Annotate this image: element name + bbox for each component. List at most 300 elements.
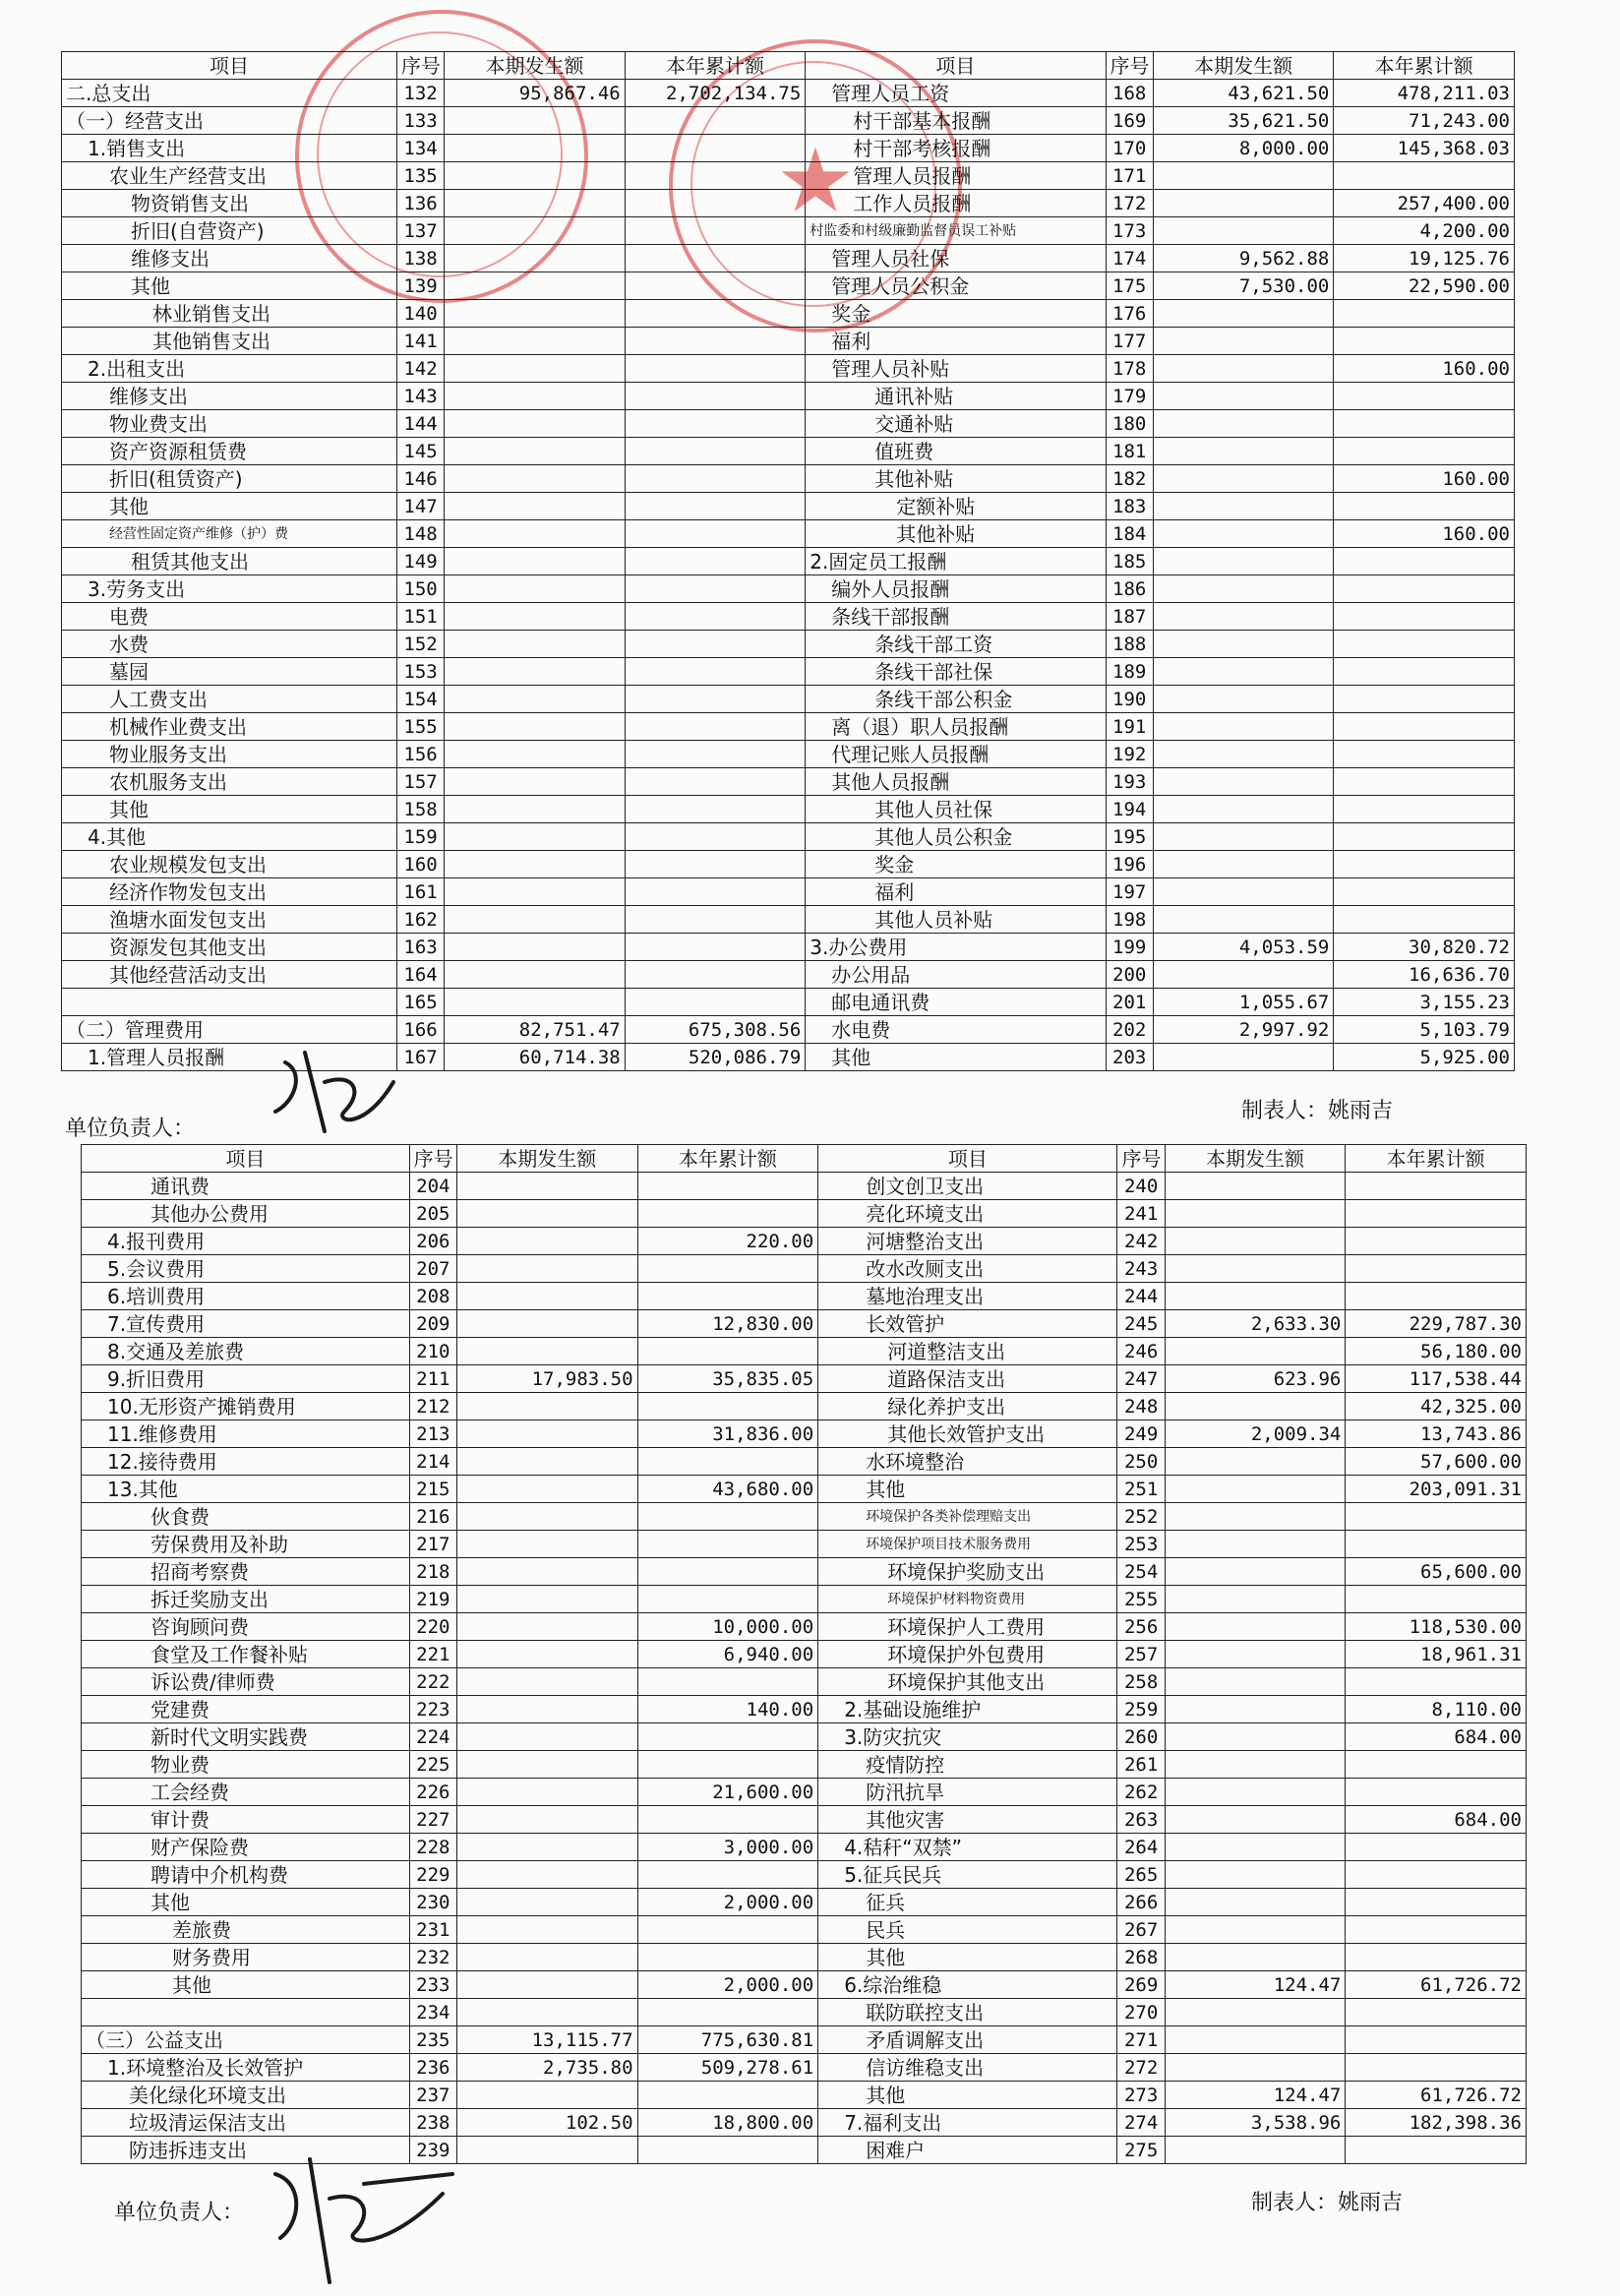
ytd-amount-cell xyxy=(1346,1255,1527,1283)
period-amount-cell xyxy=(445,245,626,272)
ytd-amount-cell xyxy=(1334,713,1515,741)
seq-cell: 228 xyxy=(409,1834,456,1861)
table-row xyxy=(82,2137,1527,2164)
seq-cell: 135 xyxy=(396,162,444,190)
item-name-cell: 其他经营活动支出 xyxy=(62,961,397,989)
seq-cell: 219 xyxy=(409,1586,456,1613)
table-row xyxy=(62,1016,1515,1044)
ytd-amount-cell: 71,243.00 xyxy=(1334,107,1515,135)
table-row xyxy=(82,2026,1527,2054)
item-name-cell: （三）公益支出 xyxy=(82,2026,410,2054)
table-row xyxy=(82,1834,1527,1861)
ytd-amount-cell xyxy=(625,162,806,190)
table-row xyxy=(82,1916,1527,1944)
table-row xyxy=(62,631,1515,658)
item-name-cell: 劳保费用及补助 xyxy=(82,1531,410,1558)
table-row xyxy=(82,1476,1527,1503)
item-name-cell: 资产资源租赁费 xyxy=(62,438,397,465)
item-name-cell: 5.会议费用 xyxy=(82,1255,410,1283)
period-amount-cell xyxy=(445,603,626,631)
table-row xyxy=(62,162,1515,190)
item-name-cell: 水环境整治 xyxy=(818,1448,1117,1476)
ytd-amount-cell xyxy=(1346,1916,1527,1944)
table-row xyxy=(62,1044,1515,1071)
table-row xyxy=(82,1613,1527,1641)
table-row xyxy=(62,190,1515,217)
ytd-amount-cell: 220.00 xyxy=(637,1228,818,1255)
seq-cell: 215 xyxy=(409,1476,456,1503)
item-name-cell: 管理人员工资 xyxy=(806,80,1106,107)
ytd-amount-cell xyxy=(1334,493,1515,520)
table-row xyxy=(82,2054,1527,2082)
item-name-cell: 美化绿化环境支出 xyxy=(82,2082,410,2109)
seq-cell: 200 xyxy=(1106,961,1153,989)
item-name-cell: （二）管理费用 xyxy=(62,1016,397,1044)
seq-cell: 209 xyxy=(409,1310,456,1338)
table-row xyxy=(62,520,1515,548)
period-amount-cell xyxy=(456,1338,637,1365)
seq-cell: 153 xyxy=(396,658,444,686)
table-row xyxy=(62,465,1515,493)
table-row xyxy=(82,1723,1527,1751)
period-amount-cell xyxy=(445,355,626,383)
table-row xyxy=(62,135,1515,162)
ytd-amount-cell: 13,743.86 xyxy=(1346,1420,1527,1448)
item-name-cell: 其他灾害 xyxy=(818,1806,1117,1834)
period-amount-cell xyxy=(456,1779,637,1806)
period-amount-cell xyxy=(1153,217,1334,245)
period-amount-cell xyxy=(1165,1558,1346,1586)
ytd-amount-cell xyxy=(637,1668,818,1696)
seq-cell: 142 xyxy=(396,355,444,383)
seq-cell: 238 xyxy=(409,2109,456,2137)
ytd-amount-cell xyxy=(625,603,806,631)
item-name-cell: 其他人员公积金 xyxy=(806,823,1106,851)
period-amount-cell xyxy=(445,713,626,741)
seq-cell: 163 xyxy=(396,934,444,961)
seq-cell: 193 xyxy=(1106,768,1153,796)
ytd-amount-cell: 35,835.05 xyxy=(637,1365,818,1393)
period-amount-cell xyxy=(456,1255,637,1283)
column-header: 项目 xyxy=(806,52,1106,80)
item-name-cell: 环境保护外包费用 xyxy=(818,1641,1117,1668)
ytd-amount-cell xyxy=(637,1751,818,1779)
table-row xyxy=(82,1806,1527,1834)
ytd-amount-cell xyxy=(637,1944,818,1971)
ytd-amount-cell xyxy=(1334,686,1515,713)
ytd-amount-cell: 203,091.31 xyxy=(1346,1476,1527,1503)
item-name-cell: 差旅费 xyxy=(82,1916,410,1944)
seq-cell: 156 xyxy=(396,741,444,768)
item-name-cell: 2.出租支出 xyxy=(62,355,397,383)
item-name-cell: 其他补贴 xyxy=(806,520,1106,548)
table-row xyxy=(82,1751,1527,1779)
period-amount-cell xyxy=(456,1476,637,1503)
table-row xyxy=(82,1365,1527,1393)
seq-cell: 162 xyxy=(396,906,444,934)
item-name-cell: 财产保险费 xyxy=(82,1834,410,1861)
ytd-amount-cell: 56,180.00 xyxy=(1346,1338,1527,1365)
period-amount-cell xyxy=(456,1503,637,1531)
item-name-cell: 环境保护项目技术服务费用 xyxy=(818,1531,1117,1558)
table-row xyxy=(62,906,1515,934)
item-name-cell: 条线干部社保 xyxy=(806,658,1106,686)
period-amount-cell xyxy=(456,1448,637,1476)
period-amount-cell xyxy=(1165,1723,1346,1751)
period-amount-cell: 17,983.50 xyxy=(456,1365,637,1393)
period-amount-cell xyxy=(1153,162,1334,190)
table-row xyxy=(62,300,1515,328)
seq-cell: 176 xyxy=(1106,300,1153,328)
period-amount-cell xyxy=(445,520,626,548)
period-amount-cell xyxy=(445,658,626,686)
seq-cell: 251 xyxy=(1117,1476,1165,1503)
period-amount-cell xyxy=(456,1393,637,1420)
ytd-amount-cell: 4,200.00 xyxy=(1334,217,1515,245)
seq-cell: 232 xyxy=(409,1944,456,1971)
item-name-cell: 聘请中介机构费 xyxy=(82,1861,410,1889)
seq-cell: 252 xyxy=(1117,1503,1165,1531)
seq-cell: 152 xyxy=(396,631,444,658)
ytd-amount-cell: 229,787.30 xyxy=(1346,1310,1527,1338)
item-name-cell: 其他 xyxy=(818,1944,1117,1971)
period-amount-cell xyxy=(1165,1944,1346,1971)
ytd-amount-cell xyxy=(637,1255,818,1283)
item-name-cell: 资源发包其他支出 xyxy=(62,934,397,961)
item-name-cell: 7.福利支出 xyxy=(818,2109,1117,2137)
period-amount-cell xyxy=(1165,1448,1346,1476)
ytd-amount-cell: 22,590.00 xyxy=(1334,272,1515,300)
seq-cell: 171 xyxy=(1106,162,1153,190)
item-name-cell: （一）经营支出 xyxy=(62,107,397,135)
ytd-amount-cell xyxy=(625,383,806,410)
ytd-amount-cell: 117,538.44 xyxy=(1346,1365,1527,1393)
ytd-amount-cell: 3,155.23 xyxy=(1334,989,1515,1016)
ytd-amount-cell xyxy=(625,823,806,851)
period-amount-cell xyxy=(445,107,626,135)
seq-cell: 165 xyxy=(396,989,444,1016)
period-amount-cell: 7,530.00 xyxy=(1153,272,1334,300)
item-name-cell: 通讯补贴 xyxy=(806,383,1106,410)
item-name-cell: 物业服务支出 xyxy=(62,741,397,768)
ytd-amount-cell xyxy=(625,548,806,575)
column-header: 本期发生额 xyxy=(445,52,626,80)
item-name-cell: 环境保护其他支出 xyxy=(818,1668,1117,1696)
seq-cell: 134 xyxy=(396,135,444,162)
seq-cell: 189 xyxy=(1106,658,1153,686)
item-name-cell: 环境保护人工费用 xyxy=(818,1613,1117,1641)
column-header: 项目 xyxy=(62,52,397,80)
period-amount-cell xyxy=(1165,1173,1346,1200)
column-header: 序号 xyxy=(409,1145,456,1173)
ytd-amount-cell: 61,726.72 xyxy=(1346,1971,1527,1999)
period-amount-cell xyxy=(1165,1613,1346,1641)
seq-cell: 195 xyxy=(1106,823,1153,851)
period-amount-cell xyxy=(456,1586,637,1613)
period-amount-cell xyxy=(456,1861,637,1889)
item-name-cell: 编外人员报酬 xyxy=(806,575,1106,603)
seq-cell: 159 xyxy=(396,823,444,851)
table-row xyxy=(82,1310,1527,1338)
seq-cell: 146 xyxy=(396,465,444,493)
seq-cell: 239 xyxy=(409,2137,456,2164)
period-amount-cell xyxy=(445,272,626,300)
ytd-amount-cell xyxy=(1334,575,1515,603)
ytd-amount-cell xyxy=(1334,383,1515,410)
period-amount-cell xyxy=(456,1613,637,1641)
item-name-cell: 工作人员报酬 xyxy=(806,190,1106,217)
period-amount-cell xyxy=(456,1696,637,1723)
period-amount-cell: 60,714.38 xyxy=(445,1044,626,1071)
item-name-cell: 农业规模发包支出 xyxy=(62,851,397,878)
table-row xyxy=(82,1393,1527,1420)
item-name-cell: 7.宣传费用 xyxy=(82,1310,410,1338)
seq-cell: 173 xyxy=(1106,217,1153,245)
seq-cell: 230 xyxy=(409,1889,456,1916)
period-amount-cell xyxy=(1165,1696,1346,1723)
period-amount-cell xyxy=(1153,493,1334,520)
ytd-amount-cell xyxy=(637,1531,818,1558)
table-row xyxy=(82,1420,1527,1448)
seq-cell: 212 xyxy=(409,1393,456,1420)
item-name-cell: 环境保护材料物资费用 xyxy=(818,1586,1117,1613)
seq-cell: 226 xyxy=(409,1779,456,1806)
item-name-cell: 11.维修费用 xyxy=(82,1420,410,1448)
seq-cell: 183 xyxy=(1106,493,1153,520)
item-name-cell: 其他 xyxy=(818,1476,1117,1503)
seq-cell: 194 xyxy=(1106,796,1153,823)
ytd-amount-cell: 684.00 xyxy=(1346,1806,1527,1834)
ytd-amount-cell xyxy=(625,465,806,493)
seq-cell: 264 xyxy=(1117,1834,1165,1861)
item-name-cell: 管理人员补贴 xyxy=(806,355,1106,383)
ytd-amount-cell: 5,103.79 xyxy=(1334,1016,1515,1044)
item-name-cell: 定额补贴 xyxy=(806,493,1106,520)
seq-cell: 155 xyxy=(396,713,444,741)
seq-cell: 220 xyxy=(409,1613,456,1641)
item-name-cell: 联防联控支出 xyxy=(818,1999,1117,2026)
ytd-amount-cell: 43,680.00 xyxy=(637,1476,818,1503)
period-amount-cell xyxy=(456,1668,637,1696)
item-name-cell: 通讯费 xyxy=(82,1173,410,1200)
seq-cell: 154 xyxy=(396,686,444,713)
period-amount-cell xyxy=(456,1889,637,1916)
item-name-cell: 工会经费 xyxy=(82,1779,410,1806)
ytd-amount-cell xyxy=(625,878,806,906)
item-name-cell: 2.固定员工报酬 xyxy=(806,548,1106,575)
table-row xyxy=(62,823,1515,851)
ytd-amount-cell: 675,308.56 xyxy=(625,1016,806,1044)
seq-cell: 231 xyxy=(409,1916,456,1944)
period-amount-cell xyxy=(445,575,626,603)
table-row xyxy=(62,80,1515,107)
table-row xyxy=(82,1448,1527,1476)
item-name-cell: 维修支出 xyxy=(62,383,397,410)
preparer-name: 姚雨吉 xyxy=(1338,2191,1404,2215)
item-name-cell: 环境保护各类补偿理赔支出 xyxy=(818,1503,1117,1531)
seq-cell: 258 xyxy=(1117,1668,1165,1696)
item-name-cell: 办公用品 xyxy=(806,961,1106,989)
table-row xyxy=(62,603,1515,631)
item-name-cell: 租赁其他支出 xyxy=(62,548,397,575)
column-header: 项目 xyxy=(82,1145,410,1173)
item-name-cell: 条线干部工资 xyxy=(806,631,1106,658)
seq-cell: 170 xyxy=(1106,135,1153,162)
table-row xyxy=(62,768,1515,796)
seq-cell: 249 xyxy=(1117,1420,1165,1448)
ytd-amount-cell: 520,086.79 xyxy=(625,1044,806,1071)
ytd-amount-cell: 2,000.00 xyxy=(637,1971,818,1999)
item-name-cell: 创文创卫支出 xyxy=(818,1173,1117,1200)
column-header: 项目 xyxy=(818,1145,1117,1173)
ytd-amount-cell xyxy=(637,2082,818,2109)
item-name-cell: 食堂及工作餐补贴 xyxy=(82,1641,410,1668)
ytd-amount-cell: 2,702,134.75 xyxy=(625,80,806,107)
ytd-amount-cell: 3,000.00 xyxy=(637,1834,818,1861)
ytd-amount-cell xyxy=(1334,603,1515,631)
item-name-cell: 交通补贴 xyxy=(806,410,1106,438)
period-amount-cell xyxy=(1165,1751,1346,1779)
seq-cell: 205 xyxy=(409,1200,456,1228)
item-name-cell: 奖金 xyxy=(806,851,1106,878)
item-name-cell: 水电费 xyxy=(806,1016,1106,1044)
ytd-amount-cell xyxy=(625,328,806,355)
period-amount-cell xyxy=(1153,465,1334,493)
ytd-amount-cell xyxy=(1346,2137,1527,2164)
item-name-cell: 10.无形资产摊销费用 xyxy=(82,1393,410,1420)
ytd-amount-cell xyxy=(625,493,806,520)
period-amount-cell xyxy=(445,796,626,823)
unit-head-label-2: 单位负责人： xyxy=(114,2201,245,2225)
seq-cell: 235 xyxy=(409,2026,456,2054)
ytd-amount-cell xyxy=(625,575,806,603)
item-name-cell: 邮电通讯费 xyxy=(806,989,1106,1016)
ytd-amount-cell xyxy=(637,1503,818,1531)
ytd-amount-cell xyxy=(1334,878,1515,906)
item-name-cell: 条线干部报酬 xyxy=(806,603,1106,631)
period-amount-cell xyxy=(445,217,626,245)
item-name-cell: 其他人员补贴 xyxy=(806,906,1106,934)
ytd-amount-cell xyxy=(1346,1283,1527,1310)
seq-cell: 262 xyxy=(1117,1779,1165,1806)
ytd-amount-cell: 19,125.76 xyxy=(1334,245,1515,272)
ytd-amount-cell xyxy=(1334,438,1515,465)
seq-cell: 143 xyxy=(396,383,444,410)
ytd-amount-cell: 18,800.00 xyxy=(637,2109,818,2137)
item-name-cell: 13.其他 xyxy=(82,1476,410,1503)
seq-cell: 267 xyxy=(1117,1916,1165,1944)
item-name-cell: 其他 xyxy=(82,1971,410,1999)
seq-cell: 179 xyxy=(1106,383,1153,410)
seq-cell: 229 xyxy=(409,1861,456,1889)
ytd-amount-cell xyxy=(1346,1200,1527,1228)
seq-cell: 237 xyxy=(409,2082,456,2109)
ytd-amount-cell xyxy=(625,272,806,300)
item-name-cell: 6.综治维稳 xyxy=(818,1971,1117,1999)
seq-cell: 243 xyxy=(1117,1255,1165,1283)
period-amount-cell xyxy=(456,2137,637,2164)
period-amount-cell: 2,009.34 xyxy=(1165,1420,1346,1448)
ytd-amount-cell xyxy=(625,300,806,328)
seq-cell: 255 xyxy=(1117,1586,1165,1613)
item-name-cell: 垃圾清运保洁支出 xyxy=(82,2109,410,2137)
period-amount-cell xyxy=(1153,741,1334,768)
item-name-cell: 绿化养护支出 xyxy=(818,1393,1117,1420)
preparer-label-2 xyxy=(1251,2186,1403,2216)
period-amount-cell: 102.50 xyxy=(456,2109,637,2137)
item-name-cell: 亮化环境支出 xyxy=(818,1200,1117,1228)
period-amount-cell: 35,621.50 xyxy=(1153,107,1334,135)
item-name-cell: 其他 xyxy=(62,493,397,520)
item-name-cell: 防汛抗旱 xyxy=(818,1779,1117,1806)
period-amount-cell xyxy=(456,1834,637,1861)
seq-cell: 136 xyxy=(396,190,444,217)
ytd-amount-cell: 509,278.61 xyxy=(637,2054,818,2082)
ytd-amount-cell xyxy=(625,631,806,658)
item-name-cell: 新时代文明实践费 xyxy=(82,1723,410,1751)
seq-cell: 167 xyxy=(396,1044,444,1071)
ytd-amount-cell xyxy=(1334,741,1515,768)
item-name-cell: 奖金 xyxy=(806,300,1106,328)
preparer-label-text: 制表人： xyxy=(1251,2191,1339,2215)
period-amount-cell xyxy=(1153,300,1334,328)
item-name-cell: 12.接待费用 xyxy=(82,1448,410,1476)
seq-cell: 269 xyxy=(1117,1971,1165,1999)
item-name-cell: 拆迁奖励支出 xyxy=(82,1586,410,1613)
item-name-cell: 矛盾调解支出 xyxy=(818,2026,1117,2054)
item-name-cell: 其他人员报酬 xyxy=(806,768,1106,796)
item-name-cell: 5.征兵民兵 xyxy=(818,1861,1117,1889)
item-name-cell xyxy=(62,989,397,1016)
unit-head-label: 单位负责人： xyxy=(65,1117,196,1141)
period-amount-cell xyxy=(1165,2137,1346,2164)
ytd-amount-cell xyxy=(637,1916,818,1944)
ytd-amount-cell xyxy=(637,1586,818,1613)
seq-cell: 240 xyxy=(1117,1173,1165,1200)
seq-cell: 185 xyxy=(1106,548,1153,575)
seq-cell: 158 xyxy=(396,796,444,823)
seq-cell: 199 xyxy=(1106,934,1153,961)
seq-cell: 257 xyxy=(1117,1641,1165,1668)
seq-cell: 169 xyxy=(1106,107,1153,135)
table-row xyxy=(82,1503,1527,1531)
item-name-cell: 村监委和村级廉勤监督员误工补贴 xyxy=(806,217,1106,245)
item-name-cell: 其他销售支出 xyxy=(62,328,397,355)
period-amount-cell: 124.47 xyxy=(1165,2082,1346,2109)
seq-cell: 191 xyxy=(1106,713,1153,741)
ytd-amount-cell xyxy=(625,961,806,989)
table-row xyxy=(62,355,1515,383)
period-amount-cell xyxy=(1165,1861,1346,1889)
period-amount-cell xyxy=(445,162,626,190)
item-name-cell: 审计费 xyxy=(82,1806,410,1834)
period-amount-cell xyxy=(1165,2026,1346,2054)
period-amount-cell xyxy=(1165,1806,1346,1834)
seq-cell: 272 xyxy=(1117,2054,1165,2082)
period-amount-cell xyxy=(1153,796,1334,823)
ytd-amount-cell xyxy=(625,989,806,1016)
period-amount-cell xyxy=(456,1173,637,1200)
ytd-amount-cell xyxy=(625,768,806,796)
ytd-amount-cell: 118,530.00 xyxy=(1346,1613,1527,1641)
period-amount-cell xyxy=(445,768,626,796)
seq-cell: 172 xyxy=(1106,190,1153,217)
seq-cell: 133 xyxy=(396,107,444,135)
seq-cell: 207 xyxy=(409,1255,456,1283)
seal-star-icon: ★ xyxy=(775,129,856,233)
seq-cell: 224 xyxy=(409,1723,456,1751)
ytd-amount-cell xyxy=(625,217,806,245)
